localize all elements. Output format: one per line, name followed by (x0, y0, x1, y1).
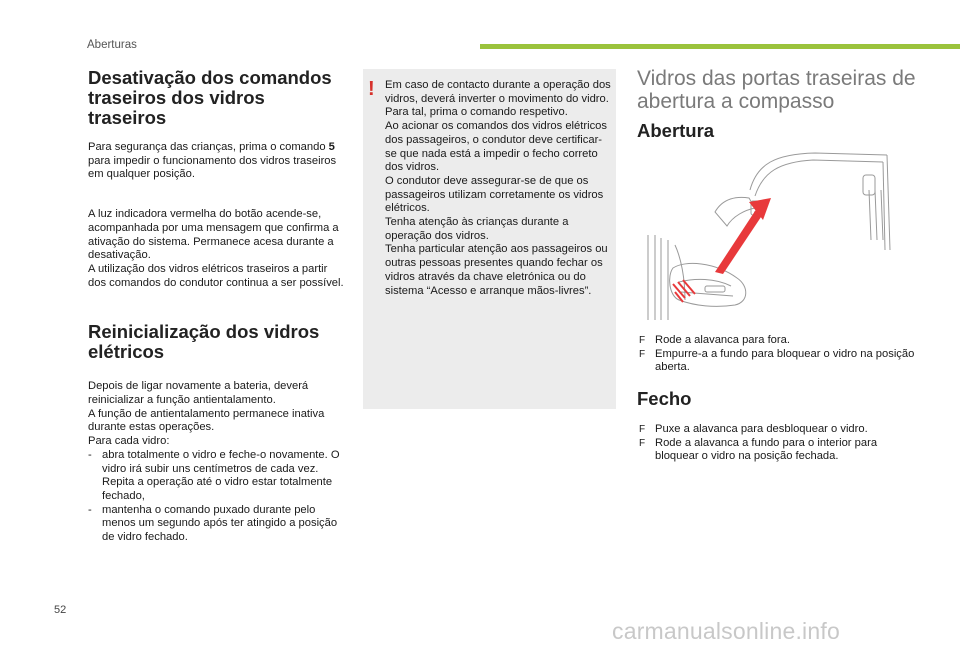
control-number: 5 (328, 141, 335, 153)
heading-reset-windows: Reinicialização dos vidros elétricos (88, 321, 320, 363)
right-column-title (637, 68, 917, 113)
subtitle-open-wrap (637, 120, 917, 142)
close-steps (637, 423, 917, 464)
list-item: F Puxe a alavanca para desbloquear o vidro. (639, 423, 868, 435)
warning-exclamation-icon: ! (368, 78, 375, 100)
section-label: Aberturas (87, 39, 137, 51)
heading-disable-rear-controls: Desativação dos comandos traseiros dos vidros traseiros (88, 67, 332, 128)
section-bar (480, 44, 960, 49)
subtitle-close-wrap (637, 388, 917, 410)
heading-open: Abertura (637, 120, 715, 141)
page-number: 52 (54, 604, 67, 616)
window-latch-illustration (645, 150, 895, 320)
list-item: F Rode a alavanca a fundo para o interior para bloquear o vidro na posição fechada. (639, 436, 878, 463)
warning-paragraph: Ao acionar os comandos dos vidros elétricos dos passageiros, o condutor deve certificar-se que nada está a impedir o fecho correto dos vidros. (385, 120, 607, 174)
warning-paragraph: Tenha atenção às crianças durante a operação dos vidros. (385, 216, 569, 242)
list-item: - mantenha o comando puxado durante pelo menos um segundo após ter atingido a posição de vidro fechado. (88, 503, 338, 544)
list-item: F Rode a alavanca para fora. (639, 334, 790, 346)
warning-paragraph: O condutor deve assegurar-se de que os passageiros utilizam corretamente os vidros elétricos. (385, 174, 604, 215)
paragraph-disable-1: Para segurança das crianças, prima o comando 5 para impedir o funcionamento dos vidros traseiros em qualquer posição. (88, 141, 337, 181)
warning-paragraph: Tenha particular atenção aos passageiros ou outras pessoas presentes quando fechar os vidros através da chave eletrónica ou do sistema “Acesso e arranque mãos-livres”. (385, 243, 608, 297)
warning-text (385, 79, 612, 298)
page-title: Vidros das portas traseiras de abertura a compasso (637, 67, 916, 113)
open-steps (637, 334, 917, 375)
watermark: carmanualsonline.info (612, 618, 840, 644)
list-item: F Empurre-a a fundo para bloquear o vidro na posição aberta. (639, 347, 915, 374)
paragraph-reset-2: A função de antientalamento permanece inativa durante estas operações. (88, 407, 325, 434)
paragraph-reset-3: Para cada vidro: (88, 435, 170, 448)
list-item: - abra totalmente o vidro e feche-o novamente. O vidro irá subir uns centímetros de cada vez. Repita a operação até o vidro estar totalmente fechado, (88, 448, 340, 502)
paragraph-disable-2: A luz indicadora vermelha do botão acende-se, acompanhada por uma mensagem que confirma a ativação do sistema. Permanece acesa durante a desativação. (88, 208, 339, 262)
left-column (88, 68, 346, 545)
heading-close: Fecho (637, 388, 692, 409)
paragraph-reset-1: Depois de ligar novamente a bateria, deverá reinicializar a função antientalamento. (88, 380, 309, 407)
paragraph-disable-3: A utilização dos vidros elétricos traseiros a partir dos comandos do condutor continua a ser possível. (88, 262, 344, 289)
warning-paragraph: Em caso de contacto durante a operação dos vidros, deverá inverter o movimento do vidro. Para tal, prima o comando respetivo. (385, 79, 611, 119)
